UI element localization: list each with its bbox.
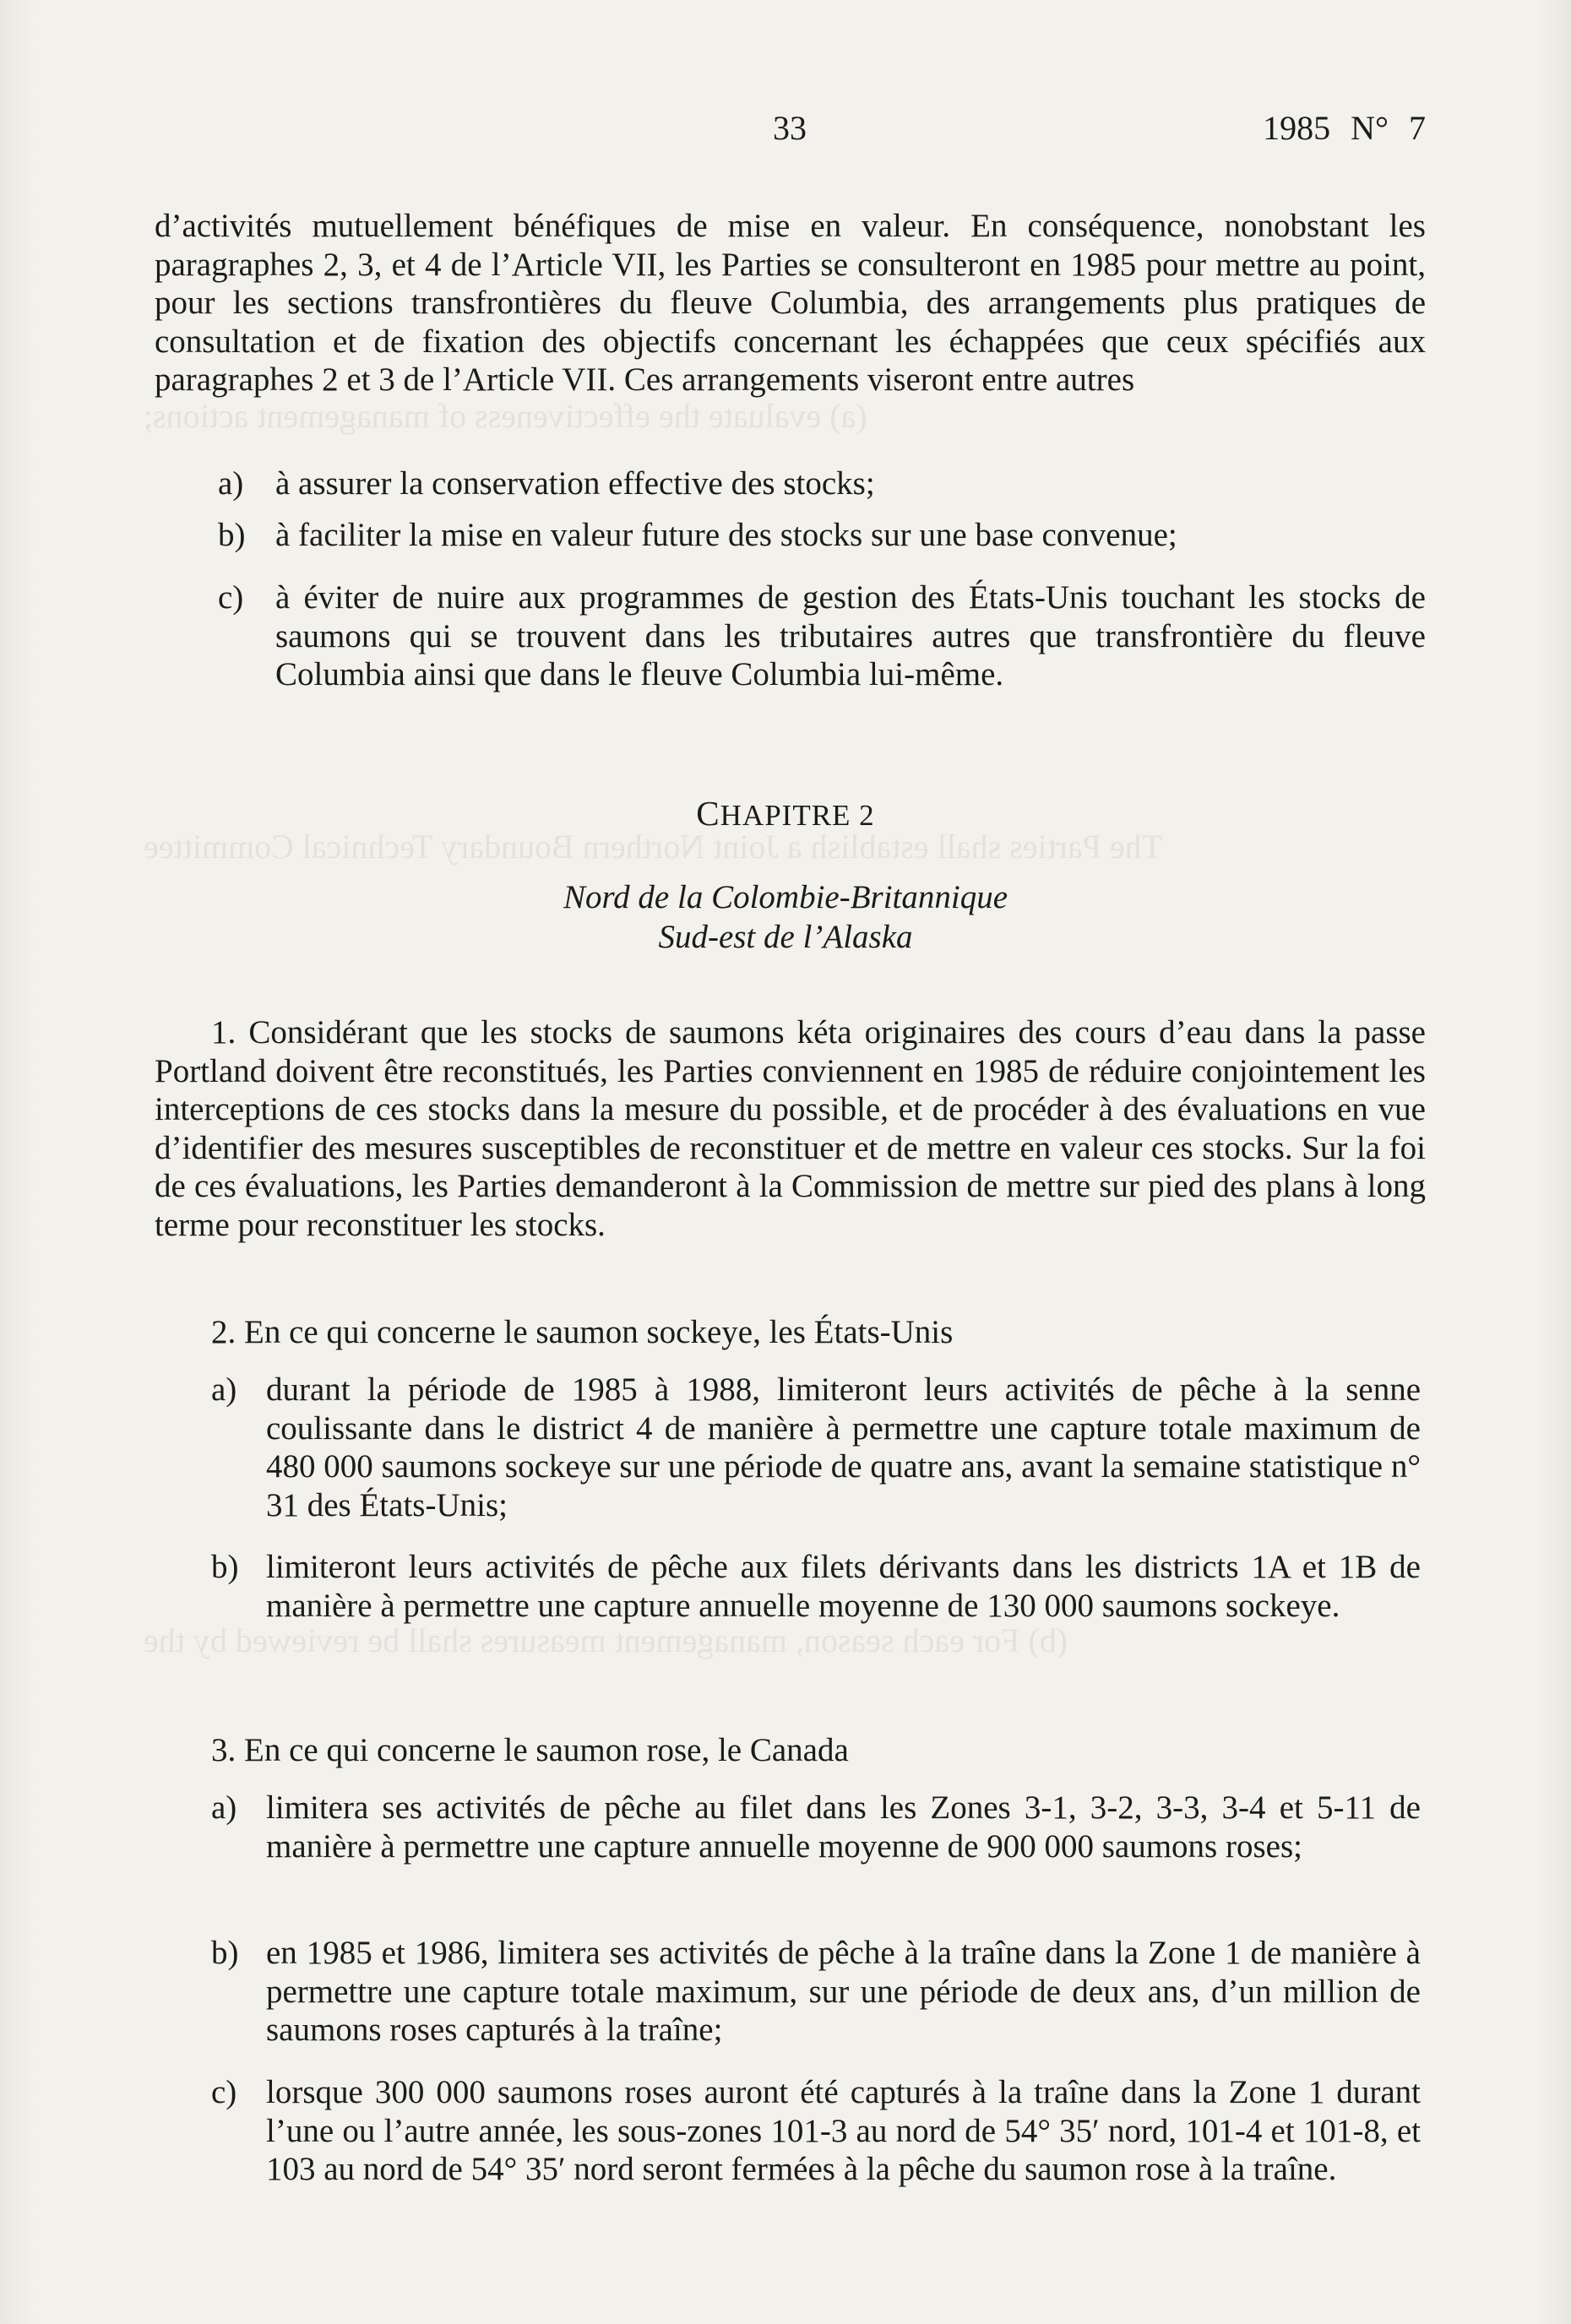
chapter-title-initial: C bbox=[696, 794, 720, 833]
page-number: 33 bbox=[773, 109, 807, 147]
item-label: a) bbox=[218, 465, 244, 502]
item-label: b) bbox=[211, 1549, 239, 1585]
item-label: b) bbox=[211, 1935, 239, 1971]
show-through-text: The Parties shall establish a Joint Northern Boundary Technical Committee bbox=[144, 828, 1163, 866]
issue-number: 1985 N° 7 bbox=[1263, 109, 1426, 147]
item-label: c) bbox=[218, 579, 244, 616]
item-label: b) bbox=[218, 517, 246, 553]
section-2-heading: 2. En ce qui concerne le saumon sockeye, les États-Unis bbox=[211, 1314, 954, 1350]
item-text: en 1985 et 1986, limitera ses activités de pêche à la traîne dans la Zone 1 de manière à permettre une capture totale maximum, sur une période de deux ans, d’un million de saumons roses capturés à la traîne; bbox=[266, 1935, 1421, 2048]
item-label: a) bbox=[211, 1789, 237, 1826]
intro-paragraph bbox=[155, 207, 1426, 399]
show-through-text: (b) For each season, management measures shall be reviewed by the bbox=[144, 1621, 1068, 1659]
item-label: a) bbox=[211, 1371, 237, 1408]
page-header bbox=[0, 108, 1571, 150]
item-text: durant la période de 1985 à 1988, limiteront leurs activités de pêche à la senne coulissante dans le district 4 de manière à permettre une capture totale maximum de 480 000 saumons sockeye sur une période de quatre ans, avant la semaine statistique n° 31 des États-Unis; bbox=[266, 1371, 1421, 1523]
paragraph-1-text: 1. Considérant que les stocks de saumons kéta originaires des cours d’eau dans la passe Portland doivent être reconstitués, les Parties conviennent en 1985 de réduire conjointement les interceptions de ces stocks dans la mesure du possible, et de procéder à des évaluations en vue d’identifier des mesures susceptibles de reconstituer et de mettre en valeur ces stocks. Sur la foi de ces évaluations, les Parties demanderont à la Commission de mettre sur pied des plans à long terme pour reconstituer les stocks. bbox=[155, 1014, 1426, 1243]
item-text: à éviter de nuire aux programmes de gestion des États-Unis touchant les stocks de saumons qui se trouvent dans les tributaires autres que transfrontière du fleuve Columbia ainsi que dans le fleuve Columbia lui-même. bbox=[275, 579, 1426, 692]
intro-paragraph-text: d’activités mutuellement bénéfiques de mise en valeur. En conséquence, nonobstant les paragraphes 2, 3, et 4 de l’Article VII, les Parties se consulteront en 1985 pour mettre au point, pour les sections transfrontières du fleuve Columbia, des arrangements plus pratiques de consultation et de fixation des objectifs concernant les échappées que ceux spécifiés aux paragraphes 2 et 3 de l’Article VII. Ces arrangements viseront entre autres bbox=[155, 208, 1426, 398]
show-through-text: (a) evaluate the effectiveness of management actions; bbox=[144, 397, 867, 435]
chapter-subtitle-1: Nord de la Colombie-Britannique bbox=[563, 879, 1008, 915]
section-3-heading: 3. En ce qui concerne le saumon rose, le Canada bbox=[211, 1732, 849, 1768]
chapter-title-rest: HAPITRE 2 bbox=[720, 799, 875, 832]
item-text: à assurer la conservation effective des stocks; bbox=[275, 465, 875, 502]
chapter-title bbox=[0, 794, 1571, 835]
item-text: à faciliter la mise en valeur future des stocks sur une base convenue; bbox=[275, 517, 1177, 553]
item-text: limiteront leurs activités de pêche aux filets dérivants dans les districts 1A et 1B de manière à permettre une capture annuelle moyenne de 130 000 saumons sockeye. bbox=[266, 1549, 1421, 1624]
item-text: lorsque 300 000 saumons roses auront été capturés à la traîne dans la Zone 1 durant l’une ou l’autre année, les sous-zones 101-3 au nord de 54° 35′ nord, 101-4 et 101-8, et 103 au nord de 54° 35′ nord seront fermées à la pêche du saumon rose à la traîne. bbox=[266, 2074, 1421, 2187]
paragraph-1 bbox=[155, 1013, 1426, 1244]
chapter-subtitle-2: Sud-est de l’Alaska bbox=[658, 919, 913, 955]
item-text: limitera ses activités de pêche au filet dans les Zones 3-1, 3-2, 3-3, 3-4 et 5-11 de manière à permettre une capture annuelle moyenne de 900 000 saumons roses; bbox=[266, 1789, 1421, 1865]
item-label: c) bbox=[211, 2074, 237, 2110]
